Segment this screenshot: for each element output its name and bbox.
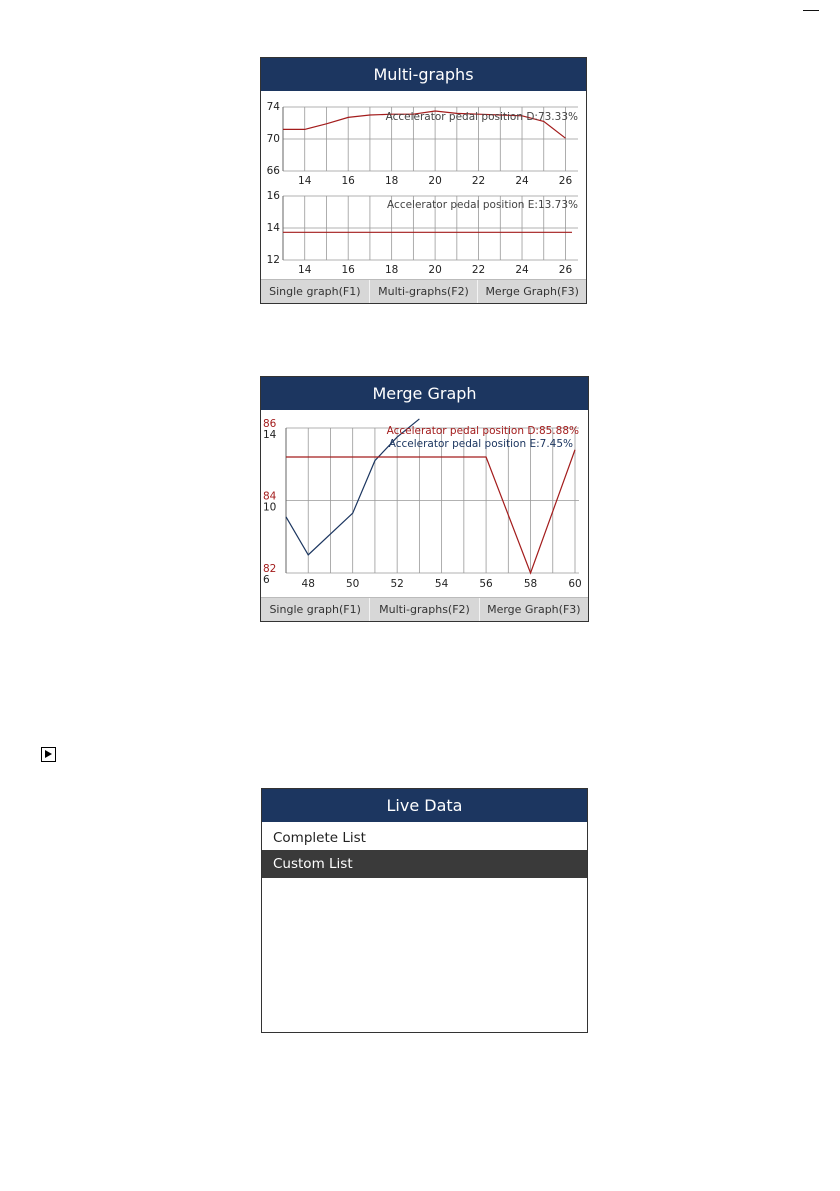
x-tick-label: 48 bbox=[301, 578, 315, 590]
single-graph-button[interactable]: Single graph(F1) bbox=[269, 603, 361, 616]
function-key-bar bbox=[261, 279, 586, 303]
x-tick-label: 16 bbox=[341, 175, 355, 187]
series-e-readout: Accelerator pedal position E:13.73% bbox=[387, 199, 578, 211]
y-tick-label-e: 14 bbox=[263, 429, 277, 441]
x-tick-label: 58 bbox=[523, 578, 538, 590]
x-tick-label: 50 bbox=[346, 578, 360, 590]
x-tick-label: 22 bbox=[471, 175, 486, 187]
y-tick-label: 70 bbox=[266, 133, 280, 145]
y-tick-label: 74 bbox=[266, 101, 280, 113]
y-tick-label-e: 10 bbox=[263, 501, 277, 514]
x-tick-label: 20 bbox=[428, 264, 442, 276]
y-tick-label: 14 bbox=[266, 222, 280, 234]
screen-title: Merge Graph bbox=[261, 377, 588, 410]
merge-graph-button[interactable]: Merge Graph(F3) bbox=[477, 280, 586, 303]
function-key-bar bbox=[261, 597, 588, 621]
x-tick-label: 60 bbox=[568, 578, 582, 590]
x-tick-label: 14 bbox=[298, 264, 312, 276]
x-tick-label: 26 bbox=[558, 175, 573, 187]
merge-graph-button[interactable]: Merge Graph(F3) bbox=[479, 598, 588, 621]
multi-graphs-screen bbox=[260, 57, 587, 304]
x-tick-label: 14 bbox=[298, 175, 312, 187]
menu-item-complete-list[interactable]: Complete List bbox=[273, 830, 366, 846]
x-tick-label: 54 bbox=[434, 578, 449, 590]
x-tick-label: 18 bbox=[384, 264, 399, 276]
series-d-readout: Accelerator pedal position D:73.33% bbox=[385, 111, 578, 123]
multi-graphs-button[interactable]: Multi-graphs(F2) bbox=[369, 280, 478, 303]
x-tick-label: 52 bbox=[390, 578, 404, 590]
y-tick-label: 16 bbox=[266, 190, 280, 202]
multi-graphs-button[interactable]: Multi-graphs(F2) bbox=[369, 598, 478, 621]
y-tick-label-d: 84 bbox=[263, 490, 277, 503]
multi-graphs-chart bbox=[261, 91, 586, 280]
series-d-readout: Accelerator pedal position D:85.88% bbox=[386, 425, 579, 437]
series-e-readout: Accelerator pedal position E:7.45% bbox=[388, 438, 573, 450]
x-tick-label: 18 bbox=[384, 175, 399, 187]
screen-title: Live Data bbox=[262, 789, 587, 822]
y-tick-label-d: 86 bbox=[263, 418, 277, 430]
menu-item-custom-list[interactable]: Custom List bbox=[262, 850, 587, 878]
screen-title: Multi-graphs bbox=[261, 58, 586, 91]
y-tick-label-e: 6 bbox=[263, 574, 270, 586]
merge-graph-screen bbox=[260, 376, 589, 622]
series-d-line bbox=[286, 450, 575, 573]
live-data-screen bbox=[261, 788, 588, 1033]
x-tick-label: 20 bbox=[428, 175, 442, 187]
x-tick-label: 26 bbox=[558, 264, 573, 276]
y-tick-label-d: 82 bbox=[263, 563, 277, 575]
play-arrow-icon bbox=[41, 747, 56, 762]
y-tick-label: 66 bbox=[266, 165, 280, 177]
x-tick-label: 24 bbox=[515, 175, 529, 187]
y-tick-label: 12 bbox=[266, 254, 280, 266]
x-tick-label: 16 bbox=[341, 264, 355, 276]
merge-graph-chart bbox=[261, 410, 588, 598]
x-tick-label: 22 bbox=[471, 264, 486, 276]
x-tick-label: 24 bbox=[515, 264, 529, 276]
x-tick-label: 56 bbox=[479, 578, 493, 590]
page-corner-mark bbox=[803, 10, 819, 11]
single-graph-button[interactable]: Single graph(F1) bbox=[269, 285, 361, 298]
